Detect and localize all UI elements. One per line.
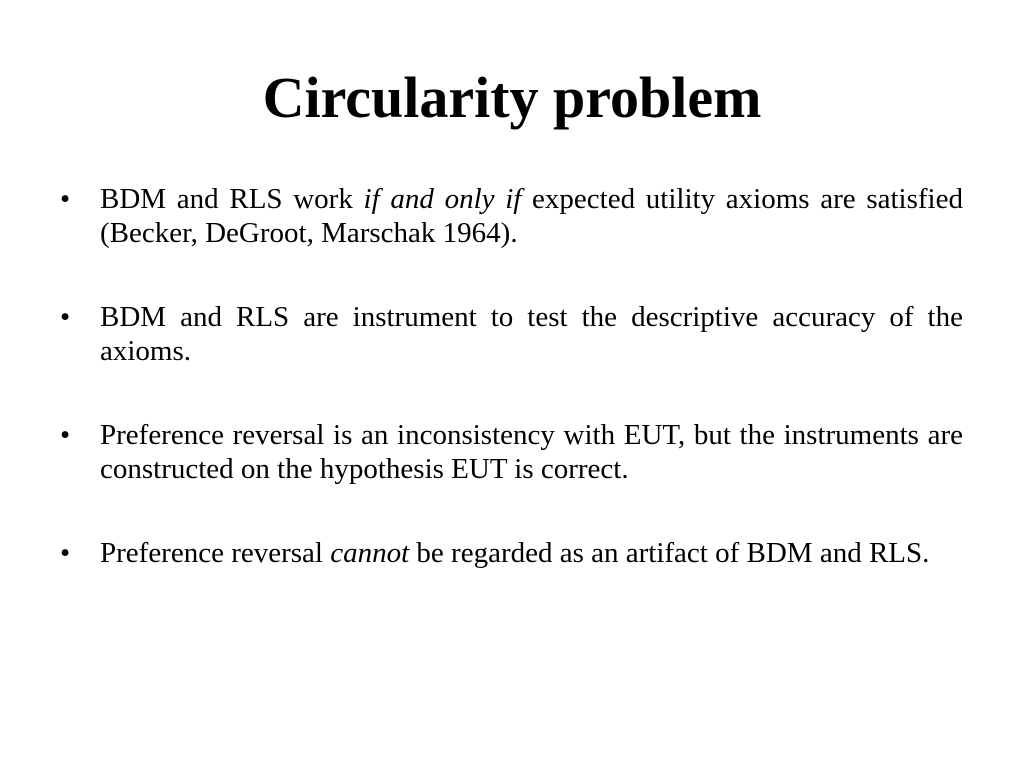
bullet-item (60, 536, 963, 570)
bullet-icon: • (60, 537, 71, 569)
bullet-text: BDM and RLS work if and only if expected utility axioms are satisfied (Becker, DeGroot, Marschak 1964). (100, 183, 963, 249)
bullet-text: BDM and RLS are instrument to test the descriptive accuracy of the axioms. (100, 301, 963, 367)
bullet-icon: • (60, 419, 71, 451)
bullet-icon: • (60, 183, 71, 215)
bullet-list (60, 182, 963, 620)
bullet-item (60, 418, 963, 486)
italic-emphasis: if and only if (363, 183, 522, 215)
bullet-icon: • (60, 301, 71, 333)
bullet-item (60, 300, 963, 368)
bullet-text: Preference reversal cannot be regarded as an artifact of BDM and RLS. (100, 537, 930, 569)
slide-title: Circularity problem (262, 65, 762, 130)
italic-emphasis: cannot (330, 537, 410, 569)
bullet-text: Preference reversal is an inconsistency with EUT, but the instruments are constructed on the hypothesis EUT is correct. (100, 419, 963, 485)
bullet-item (60, 182, 963, 250)
